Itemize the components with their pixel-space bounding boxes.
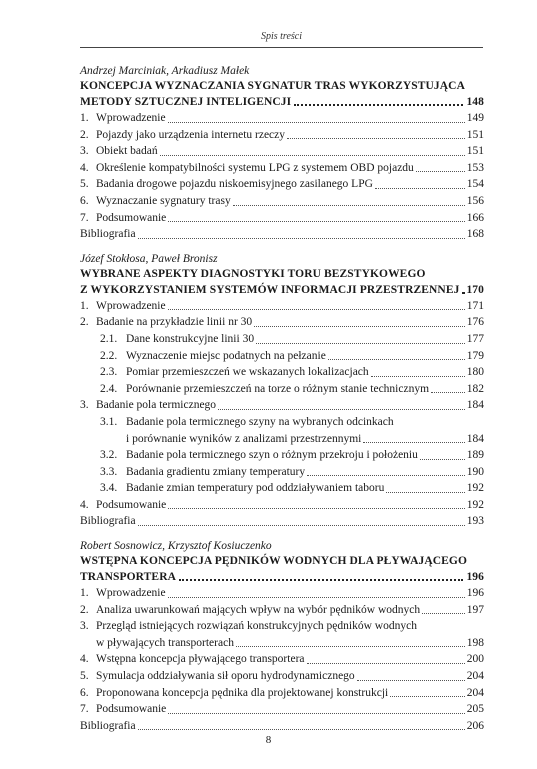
toc-entry[interactable]: 1. Wprowadzenie 149 [80,112,484,124]
toc-entry[interactable]: 2. Analiza uwarunkowań mających wpływ na wybór pędników wodnych 197 [80,603,484,616]
toc-entry[interactable]: 5. Symulacja oddziaływania sił oporu hydrodynamicznego 204 [80,670,484,683]
page-footer-number: 8 [265,734,272,746]
section-title-page-line[interactable]: Z WYKORZYSTANIEM SYSTEMÓW INFORMACJI PRZESTRZENNEJ 170 [80,283,484,296]
toc-entry[interactable]: 4. Określenie kompatybilności systemu LPG z systemem OBD pojazdu 153 [80,161,484,174]
header-rule [80,47,483,48]
toc-bibliography[interactable]: Bibliografia 206 [80,719,484,732]
toc-bibliography[interactable]: Bibliografia 193 [80,515,484,528]
toc-subentry-first-line[interactable]: 3.1. Badanie pola termicznego szyny na wybranych odcinkach [100,415,394,428]
toc-entry[interactable]: 7. Podsumowanie 205 [80,703,484,716]
section-title: WSTĘPNA KONCEPCJA PĘDNIKÓW WODNYCH DLA PŁYWAJĄCEGO [80,555,467,568]
running-header: Spis treści [260,31,302,42]
toc-entry[interactable]: 4. Podsumowanie 192 [80,498,484,511]
page-number: 196 [466,571,484,584]
toc-subentry-continuation[interactable]: i porównanie wyników z analizami przestrzennymi 184 [126,432,484,445]
toc-entry[interactable]: 5. Badania drogowe pojazdu niskoemisyjnego zasilanego LPG 154 [80,178,484,191]
toc-section [80,252,484,530]
leader-dots [294,104,463,106]
leader-dots [179,579,463,581]
section-title: WYBRANE ASPEKTY DIAGNOSTYKI TORU BEZSTYKOWEGO [80,267,426,280]
section-title: KONCEPCJA WYZNACZANIA SYGNATUR TRAS WYKORZYSTUJĄCA [80,80,465,92]
leader-dots [462,292,463,294]
toc-entry[interactable]: 2. Badanie na przykładzie linii nr 30 176 [80,316,484,329]
toc-subentry[interactable]: 2.1. Dane konstrukcyjne linii 30 177 [100,332,484,345]
section-title-page-line[interactable]: TRANSPORTERA 196 [80,571,484,584]
toc-subentry[interactable]: 2.2. Wyznaczenie miejsc podatnych na pełzanie 179 [100,349,484,362]
section-authors: Józef Stokłosa, Paweł Bronisz [80,252,218,265]
toc-entry-continuation[interactable]: w pływających transporterach 198 [96,636,484,649]
toc-subentry[interactable]: 2.3. Pomiar przemieszczeń we wskazanych lokalizacjach 180 [100,366,484,379]
section-title-page-line[interactable]: METODY SZTUCZNEJ INTELIGENCJI 148 [80,96,484,108]
toc-bibliography[interactable]: Bibliografia 168 [80,228,484,241]
toc-entry[interactable]: 3. Badanie pola termicznego 184 [80,399,484,412]
toc-entry[interactable]: 1. Wprowadzenie 196 [80,587,484,600]
section-authors: Robert Sosnowicz, Krzysztof Kosiuczenko [80,540,272,553]
toc-entry[interactable]: 1. Wprowadzenie 171 [80,299,484,312]
toc-entry-first-line[interactable]: 3. Przegląd istniejących rozwiązań konstrukcyjnych pędników wodnych [80,620,417,633]
toc-subentry[interactable]: 3.2. Badanie pola termicznego szyn o różnym przekroju i położeniu 189 [100,449,484,462]
toc-entry[interactable]: 4. Wstępna koncepcja pływającego transportera 200 [80,653,484,666]
page-number: 148 [466,96,484,108]
section-authors: Andrzej Marciniak, Arkadiusz Małek [80,65,250,77]
toc-subentry[interactable]: 2.4. Porównanie przemieszczeń na torze o różnym stanie technicznym 182 [100,382,484,395]
toc-entry[interactable]: 3. Obiekt badań 151 [80,145,484,158]
toc-entry[interactable]: 7. Podsumowanie 166 [80,211,484,224]
toc-subentry[interactable]: 3.3. Badania gradientu zmiany temperatury 190 [100,465,484,478]
toc-entry[interactable]: 2. Pojazdy jako urządzenia internetu rzeczy 151 [80,128,484,141]
toc-subentry[interactable]: 3.4. Badanie zmian temperatury pod oddziaływaniem taboru 192 [100,482,484,495]
toc-entry[interactable]: 6. Proponowana koncepcja pędnika dla projektowanej konstrukcji 204 [80,686,484,699]
toc-section [80,64,484,243]
toc-section [80,539,484,734]
toc-entry[interactable]: 6. Wyznaczanie sygnatury trasy 156 [80,194,484,207]
page-number: 170 [466,283,484,296]
table-of-contents [80,64,484,743]
